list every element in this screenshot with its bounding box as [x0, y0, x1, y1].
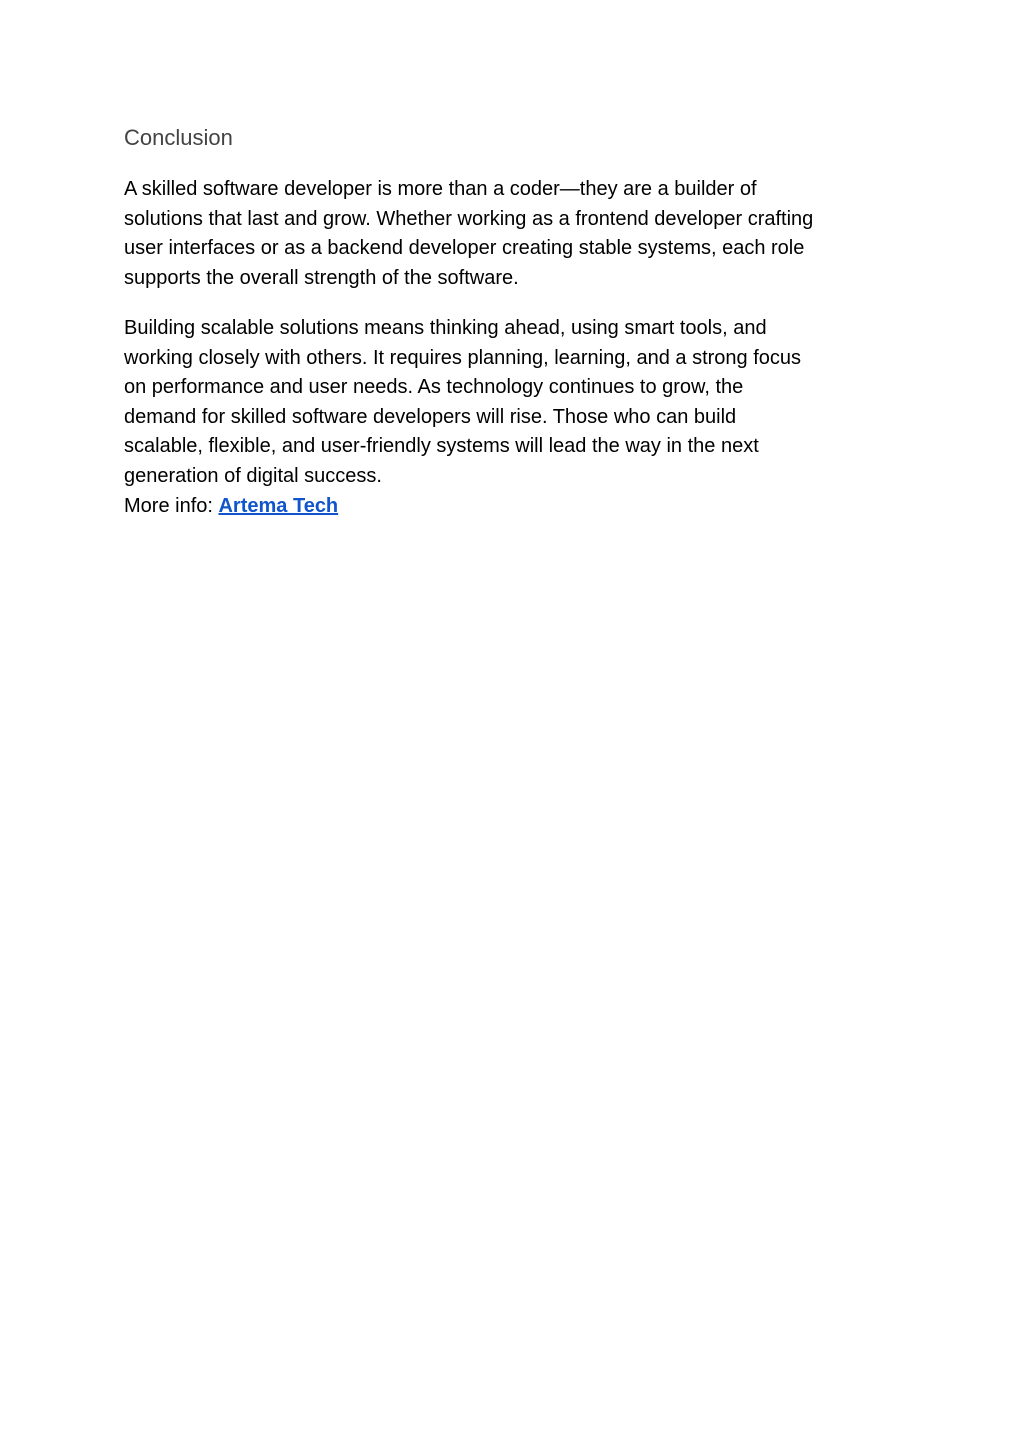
- paragraph-2-line: generation of digital success.: [124, 464, 382, 487]
- paragraph-1: [124, 175, 904, 293]
- paragraph-2-line: demand for skilled software developers will rise. Those who can build: [124, 405, 737, 428]
- paragraph-1-line: A skilled software developer is more than a coder—they are a builder of: [124, 178, 757, 200]
- paragraph-1-line: user interfaces or as a backend developer creating stable systems, each role: [124, 237, 805, 260]
- more-info-label: More info:: [124, 494, 219, 517]
- more-info-line: [124, 492, 904, 522]
- paragraph-2-line: working closely with others. It requires planning, learning, and a strong focus: [124, 346, 802, 369]
- artema-tech-link[interactable]: Artema Tech: [218, 494, 339, 517]
- paragraph-1-line: supports the overall strength of the software.: [124, 266, 519, 289]
- section-heading: Conclusion: [124, 125, 233, 150]
- paragraph-2-line: Building scalable solutions means thinking ahead, using smart tools, and: [124, 317, 767, 339]
- paragraph-1-line: solutions that last and grow. Whether working as a frontend developer crafting: [124, 207, 814, 230]
- paragraph-2-line: scalable, flexible, and user-friendly systems will lead the way in the next: [124, 435, 759, 458]
- paragraph-2-line: on performance and user needs. As technology continues to grow, the: [124, 376, 744, 399]
- paragraph-2: [124, 314, 904, 521]
